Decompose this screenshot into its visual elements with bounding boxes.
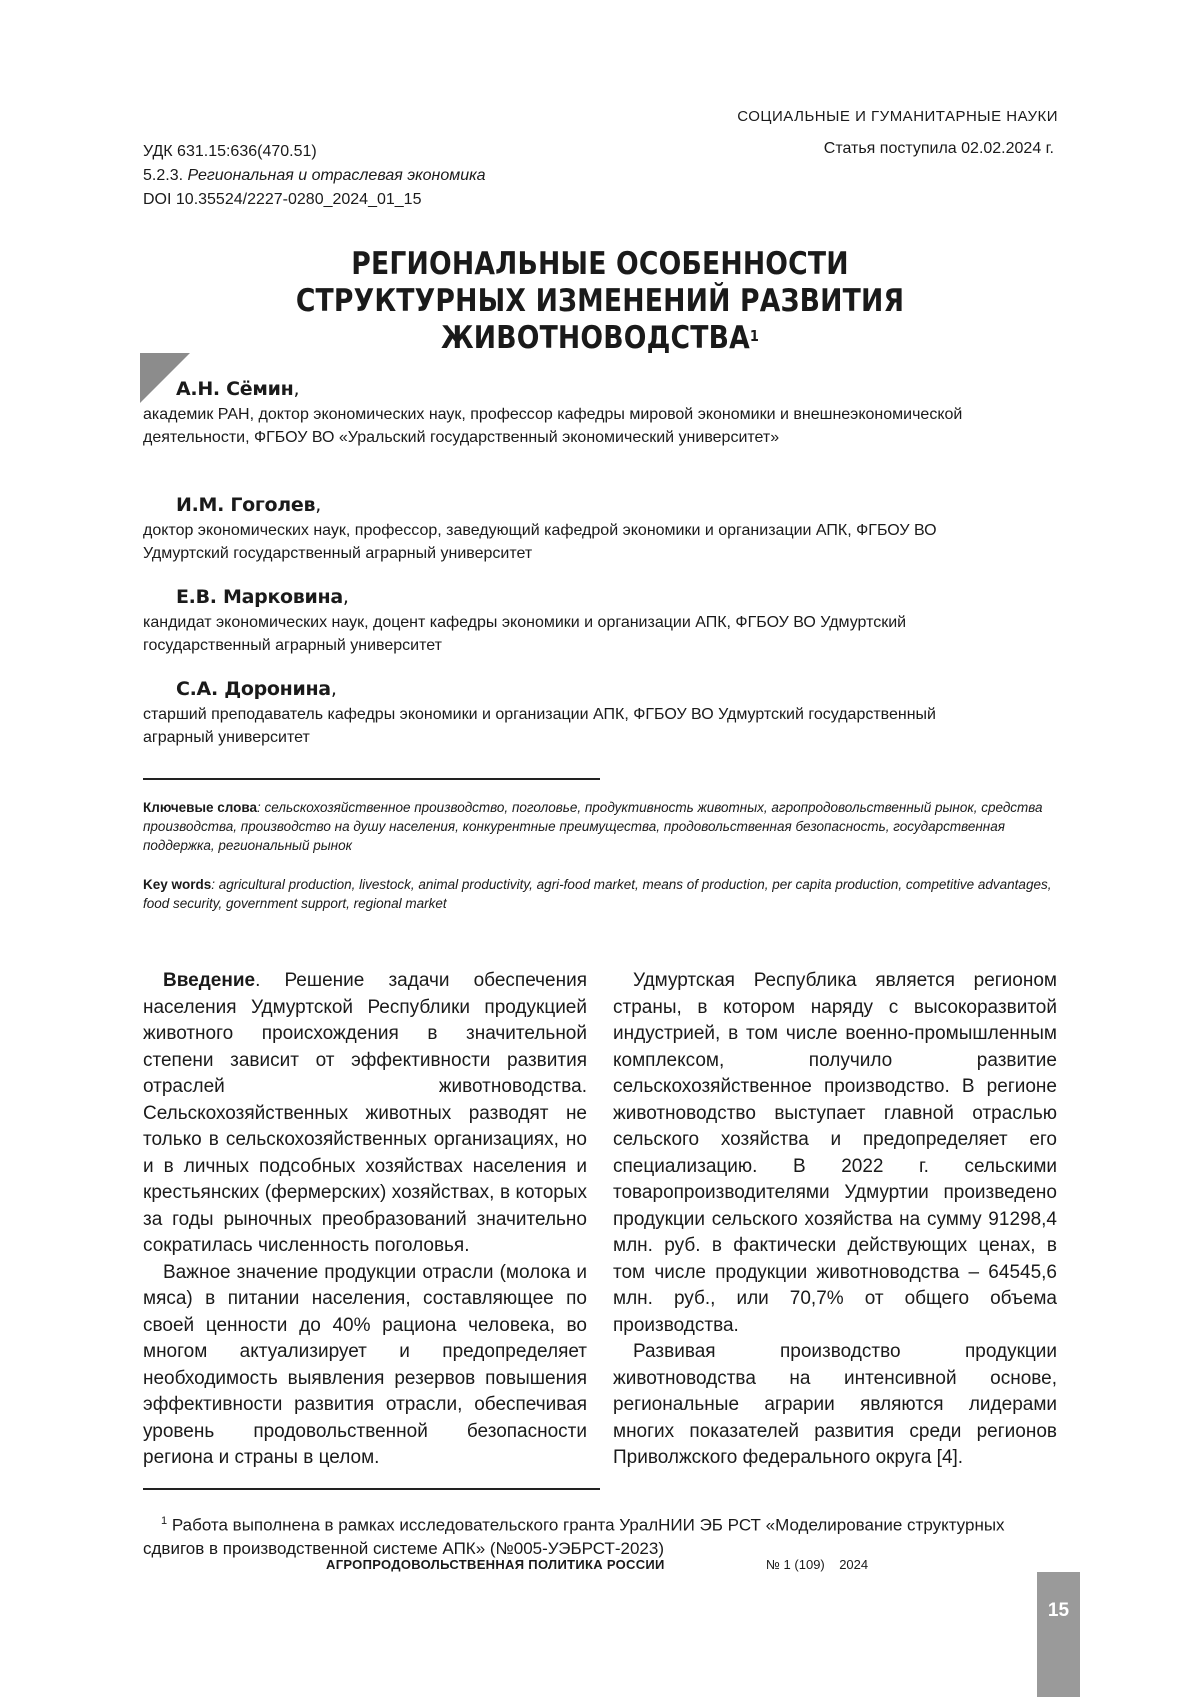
- keywords-ru: Ключевые слова: сельскохозяйственное производство, поголовье, продуктивность животных, агропродовольственный рынок, средства производства, производство на душу населения, конкурентные преимущества, продовольственная безопасность, государственная поддержка, региональный рынок: [143, 800, 1043, 853]
- specialty-name: Региональная и отраслевая экономика: [187, 167, 486, 184]
- body-column-left: [143, 968, 587, 1472]
- paragraph: Удмуртская Республика является регионом страны, в котором наряду с высокоразвитой индустрией, в том числе военно-промышленным комплексом, получило развитие сельскохозяйственное производство. В регионе животноводство выступает главной отраслью сельского хозяйства и предопределяет его специализацию. В 2022 г. сельскими товаропроизводителями Удмуртии произведено продукции сельского хозяйства на сумму 91298,4 млн. руб. в фактически действующих ценах, в том числе продукции животноводства – 64545,6 млн. руб., или 70,7% от общего объема производства.: [613, 970, 1057, 1336]
- author-block: [143, 492, 963, 565]
- author-name: Е.В. Марковина,: [176, 586, 349, 608]
- author-block: [143, 584, 963, 657]
- article-title: [170, 246, 1030, 357]
- title-line-1: РЕГИОНАЛЬНЫЕ ОСОБЕННОСТИ: [351, 246, 849, 282]
- page-tab: [1037, 1572, 1080, 1697]
- author-affiliation: доктор экономических наук, профессор, заведующий кафедрой экономики и организации АПК, ФГБОУ ВО Удмуртский государственный аграрный университет: [143, 522, 937, 562]
- doi: DOI 10.35524/2227-0280_2024_01_15: [143, 191, 422, 208]
- paragraph: Введение. Решение задачи обеспечения населения Удмуртской Республики продукцией животного происхождения в значительной степени зависит от эффективности развития отраслей животноводства. Сельскохозяйственных животных разводят не только в сельскохозяйственных организациях, но и в личных подсобных хозяйствах населения и крестьянских (фермерских) хозяйствах, в которых за годы рыночных преобразований значительно сократилась численность поголовья.: [143, 970, 587, 1256]
- paragraph: Развивая производство продукции животноводства на интенсивной основе, региональные аграрии являются лидерами многих показателей развития среди регионов Приволжского федерального округа [4].: [613, 1341, 1057, 1468]
- footnote: $^1$ Работа выполнена в рамках исследовательского гранта УралНИИ ЭБ РСТ «Моделирование структурных сдвигов в производственной системе АПК» (№005-УЭБРСТ-2023): [143, 1515, 1005, 1558]
- paragraph: Важное значение продукции отрасли (молока и мяса) в питании населения, составляющее по своей ценности до 40% рациона человека, во многом актуализирует и предопределяет необходимость выявления резервов повышения эффективности развития отрасли, обеспечивая уровень продовольственной безопасности региона и страны в целом.: [143, 1261, 587, 1468]
- author-name: А.Н. Сёмин,: [176, 378, 300, 400]
- section-header: СОЦИАЛЬНЫЕ И ГУМАНИТАРНЫЕ НАУКИ: [737, 108, 1058, 125]
- footnote-divider: [143, 1488, 600, 1490]
- author-affiliation: академик РАН, доктор экономических наук, профессор кафедры мировой экономики и внешнеэкономической деятельности, ФГБОУ ВО «Уральский государственный экономический университет»: [143, 406, 963, 446]
- intro-label: Введение: [163, 970, 256, 991]
- title-footnote-mark: 1: [749, 327, 760, 345]
- title-line-2: СТРУКТУРНЫХ ИЗМЕНЕНИЙ РАЗВИТИЯ ЖИВОТНОВОДСТВА$^1$: [295, 283, 905, 356]
- specialty: 5.2.3. Региональная и отраслевая экономика: [143, 167, 486, 184]
- author-block: [143, 376, 963, 449]
- author-affiliation: кандидат экономических наук, доцент кафедры экономики и организации АПК, ФГБОУ ВО Удмуртский государственный аграрный университет: [143, 614, 907, 654]
- author-block: [143, 676, 963, 749]
- page-number: 15: [1047, 1600, 1070, 1621]
- author-affiliation: старший преподаватель кафедры экономики и организации АПК, ФГБОУ ВО Удмуртский государственный аграрный университет: [143, 706, 936, 746]
- author-name: С.А. Доронина,: [176, 678, 337, 700]
- body-column-right: [613, 968, 1057, 1472]
- issue-info: № 1 (109) 2024: [766, 1557, 869, 1572]
- received-date: Статья поступила 02.02.2024 г.: [823, 140, 1054, 157]
- author-name: И.М. Гоголев,: [176, 494, 321, 516]
- keywords-en: Key words: agricultural production, livestock, animal productivity, agri-food market, means of production, per capita production, competitive advantages, food security, government support, regional market: [143, 877, 1052, 911]
- udk-code: УДК 631.15:636(470.51): [143, 143, 317, 160]
- journal-name: АГРОПРОДОВОЛЬСТВЕННАЯ ПОЛИТИКА РОССИИ: [326, 1557, 665, 1572]
- article-meta: [143, 140, 486, 212]
- divider: [143, 778, 600, 780]
